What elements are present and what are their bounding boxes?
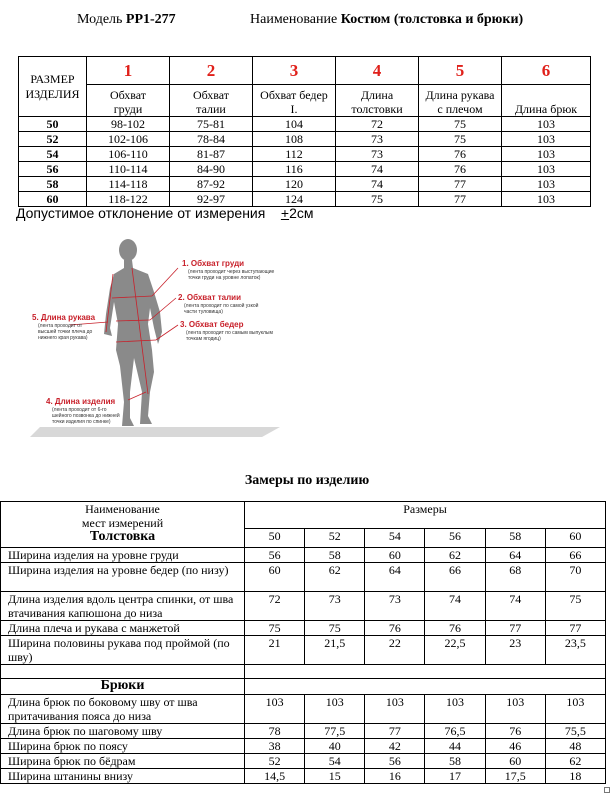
annotation-note: (лента проходит по самой узкой [184, 303, 259, 309]
annotation-note: точкам ягодиц) [186, 336, 221, 342]
measurement-value: 77 [365, 724, 425, 739]
measurement-value: 21 [245, 636, 305, 665]
measurement-value: 62 [305, 563, 365, 592]
measurement-value: 56 [245, 548, 305, 563]
column-number: 5 [419, 57, 502, 85]
value-cell: 76 [419, 162, 502, 177]
tolerance-text: Допустимое отклонение от измерения [16, 205, 266, 221]
annotation [180, 320, 273, 342]
value-cell: 98-102 [87, 117, 170, 132]
plus-minus-sign: + [280, 205, 290, 221]
value-cell: 72 [336, 117, 419, 132]
annotation-note: нижнего края рукава) [38, 335, 88, 341]
value-cell: 116 [253, 162, 336, 177]
measurement-value: 75 [305, 621, 365, 636]
annotation-note: (лента проходит от 6-го [52, 407, 107, 413]
measurement-label: Длина брюк по шаговому шву [1, 724, 245, 739]
measurement-label: Длина изделия вдоль центра спинки, от шва втачивания капюшона до низа [1, 592, 245, 621]
measurement-row [1, 621, 606, 636]
measurement-value: 56 [365, 754, 425, 769]
measurement-value: 58 [305, 548, 365, 563]
measurement-value: 64 [485, 548, 545, 563]
model-label: Модель [77, 12, 123, 27]
model-value: PP1-277 [125, 12, 176, 27]
column-number: 1 [87, 57, 170, 85]
tolerance-value: 2см [289, 205, 314, 221]
annotation-title: 4. Длина изделия [46, 397, 116, 406]
measurement-row [1, 769, 606, 784]
size-cell: 56 [19, 162, 87, 177]
section-row [1, 679, 606, 695]
spacer-cell [1, 665, 245, 679]
value-cell: 77 [419, 177, 502, 192]
header-row [1, 502, 606, 529]
value-cell: 76 [419, 147, 502, 162]
label-line: Обхват бедер [260, 88, 328, 102]
measurement-value: 64 [365, 563, 425, 592]
measurement-value: 58 [425, 754, 485, 769]
measurement-value: 16 [365, 769, 425, 784]
measurement-value: 44 [425, 739, 485, 754]
measurement-value: 73 [305, 592, 365, 621]
product-name-heading [250, 12, 523, 28]
measurement-label: Ширина брюк по бёдрам [1, 754, 245, 769]
annotation-title: 5. Длина рукава [32, 313, 96, 322]
annotation [32, 313, 96, 341]
value-cell: 75 [419, 117, 502, 132]
value-cell: 110-114 [87, 162, 170, 177]
column-label [502, 85, 591, 117]
size-header-cell: 54 [365, 529, 425, 548]
measurement-value: 73 [365, 592, 425, 621]
measurement-row [1, 592, 606, 621]
measurement-value: 74 [425, 592, 485, 621]
measurement-row [1, 724, 606, 739]
size-header-cell [19, 57, 87, 117]
value-cell: 78-84 [170, 132, 253, 147]
leader-chest [152, 268, 178, 296]
label-line: груди [113, 102, 143, 116]
annotation-note: высшей точки плеча до [38, 329, 93, 335]
corner-marker [604, 787, 610, 793]
label-line: Длина брюк [514, 102, 578, 116]
measurement-label: Ширина изделия на уровне бедер (по низу) [1, 563, 245, 592]
value-cell: 124 [253, 192, 336, 207]
label-line: I. [290, 102, 298, 116]
annotation-note: шейного позвонка до нижней [52, 413, 120, 419]
measurement-label: Длина брюк по боковому шву от шва притачивания пояса до низа [1, 695, 245, 724]
measurement-value: 74 [485, 592, 545, 621]
measurement-value: 62 [545, 754, 605, 769]
value-cell: 103 [502, 162, 591, 177]
value-cell: 75 [419, 132, 502, 147]
measurement-value: 76 [425, 621, 485, 636]
measurement-row [1, 739, 606, 754]
measurement-label: Ширина штанины внизу [1, 769, 245, 784]
label-line: толстовки [351, 102, 403, 116]
size-row [19, 117, 591, 132]
measurement-value: 18 [545, 769, 605, 784]
label-line: Длина рукава [425, 88, 495, 102]
measurement-value: 22,5 [425, 636, 485, 665]
column-number: 4 [336, 57, 419, 85]
size-header-cell: 56 [425, 529, 485, 548]
value-cell: 75-81 [170, 117, 253, 132]
size-cell: 60 [19, 192, 87, 207]
sizes-header-cell: Размеры [245, 502, 606, 529]
annotation-note: (лента проходит через выступающие [188, 269, 275, 275]
value-cell: 103 [502, 177, 591, 192]
value-cell: 114-118 [87, 177, 170, 192]
value-cell: 73 [336, 147, 419, 162]
measurement-value: 103 [245, 695, 305, 724]
column-number: 2 [170, 57, 253, 85]
column-label [170, 85, 253, 117]
label-line: с плечом [437, 102, 483, 116]
measurement-value: 21,5 [305, 636, 365, 665]
annotation-title: 3. Обхват бедер [180, 320, 244, 329]
measurement-value: 42 [365, 739, 425, 754]
value-cell: 73 [336, 132, 419, 147]
value-cell: 103 [502, 132, 591, 147]
floor-shadow [30, 427, 280, 437]
section-title: Толстовка [89, 529, 156, 544]
value-cell: 77 [419, 192, 502, 207]
measurement-value: 103 [305, 695, 365, 724]
size-row [19, 132, 591, 147]
measurement-value: 54 [305, 754, 365, 769]
measurement-value: 77 [545, 621, 605, 636]
garment-measurements-table [0, 501, 606, 784]
measurement-value: 52 [245, 754, 305, 769]
column-number: 6 [502, 57, 591, 85]
value-cell: 74 [336, 177, 419, 192]
measurement-label: Длина плеча и рукава с манжетой [1, 621, 245, 636]
measurement-value: 68 [485, 563, 545, 592]
value-cell: 92-97 [170, 192, 253, 207]
label-line: Длина [360, 88, 394, 102]
measurement-value: 66 [425, 563, 485, 592]
spacer-row [1, 665, 606, 679]
measurement-value: 72 [245, 592, 305, 621]
measurement-label: Ширина брюк по поясу [1, 739, 245, 754]
annotation-title: 1. Обхват груди [182, 259, 245, 268]
size-header-cell: 60 [545, 529, 605, 548]
size-header-cell: 58 [485, 529, 545, 548]
value-cell: 108 [253, 132, 336, 147]
measurement-value: 62 [425, 548, 485, 563]
annotation [182, 259, 275, 281]
measurement-value: 103 [485, 695, 545, 724]
measurement-row [1, 636, 606, 665]
measurement-value: 22 [365, 636, 425, 665]
measurement-label: Ширина половины рукава под проймой (по шву) [1, 636, 245, 665]
measurement-value: 76 [365, 621, 425, 636]
value-cell: 118-122 [87, 192, 170, 207]
measurement-value: 23 [485, 636, 545, 665]
name-header-cell [1, 502, 245, 548]
measurement-value: 66 [545, 548, 605, 563]
column-label [253, 85, 336, 117]
size-cell: 54 [19, 147, 87, 162]
measurement-value: 15 [305, 769, 365, 784]
value-cell: 106-110 [87, 147, 170, 162]
measurement-value: 46 [485, 739, 545, 754]
annotation-note: части туловища) [184, 309, 223, 315]
measurement-value: 60 [365, 548, 425, 563]
model-heading [77, 12, 176, 28]
spacer-cell [245, 665, 606, 679]
value-cell: 75 [336, 192, 419, 207]
measurement-row [1, 548, 606, 563]
measurement-value: 76 [485, 724, 545, 739]
measurement-value: 60 [245, 563, 305, 592]
measurement-value: 48 [545, 739, 605, 754]
annotation-note: точки изделия по спинке) [52, 419, 111, 425]
annotation-note: точки груди на уровне лопаток) [188, 275, 261, 281]
label-line: Обхват [192, 88, 230, 102]
label-line: талии [196, 102, 226, 116]
name-header-line: Наименование [85, 502, 160, 516]
size-chart-table [18, 56, 591, 207]
column-label [336, 85, 419, 117]
value-cell: 120 [253, 177, 336, 192]
size-header-line: РАЗМЕР [30, 71, 75, 86]
annotation [46, 397, 120, 425]
size-header-cell: 52 [305, 529, 365, 548]
measurement-value: 14,5 [245, 769, 305, 784]
column-label [87, 85, 170, 117]
size-row [19, 177, 591, 192]
measurement-value: 75,5 [545, 724, 605, 739]
measurement-row [1, 563, 606, 592]
column-label [419, 85, 502, 117]
name-header-line: мест измерений [81, 516, 164, 530]
value-cell: 74 [336, 162, 419, 177]
measurement-value: 60 [485, 754, 545, 769]
size-row [19, 147, 591, 162]
name-label: Наименование [250, 12, 338, 27]
name-value: Костюм (толстовка и брюки) [340, 12, 524, 27]
measurement-value: 103 [365, 695, 425, 724]
measurement-value: 70 [545, 563, 605, 592]
value-cell: 102-106 [87, 132, 170, 147]
annotation-title: 2. Обхват талии [178, 293, 241, 302]
measurement-value: 103 [545, 695, 605, 724]
annotation [178, 293, 259, 315]
measurement-value: 75 [545, 592, 605, 621]
measurement-value: 17 [425, 769, 485, 784]
measurement-value: 40 [305, 739, 365, 754]
tolerance-note [16, 205, 314, 221]
size-cell: 52 [19, 132, 87, 147]
measurement-value: 76,5 [425, 724, 485, 739]
size-cell: 50 [19, 117, 87, 132]
measurement-value: 38 [245, 739, 305, 754]
value-cell: 87-92 [170, 177, 253, 192]
measurement-row [1, 754, 606, 769]
label-line: Обхват [109, 88, 147, 102]
measurement-figure [30, 232, 280, 442]
size-header-line: ИЗДЕЛИЯ [25, 86, 80, 101]
measurement-value: 78 [245, 724, 305, 739]
value-cell: 103 [502, 147, 591, 162]
measurement-value: 77 [485, 621, 545, 636]
value-cell: 112 [253, 147, 336, 162]
value-cell: 81-87 [170, 147, 253, 162]
measurement-value: 23,5 [545, 636, 605, 665]
section-title: Брюки [1, 679, 245, 695]
annotation-note: (лента проходит по самым выпуклым [186, 330, 273, 336]
measurement-value: 17,5 [485, 769, 545, 784]
measurement-row [1, 695, 606, 724]
annotation-note: (лента проходит от [38, 323, 83, 329]
measurements-title: Замеры по изделию [244, 473, 370, 488]
measurement-value: 77,5 [305, 724, 365, 739]
value-cell: 103 [502, 117, 591, 132]
value-cell: 104 [253, 117, 336, 132]
size-header-cell: 50 [245, 529, 305, 548]
size-row [19, 162, 591, 177]
value-cell: 84-90 [170, 162, 253, 177]
measurement-value: 75 [245, 621, 305, 636]
measurement-value: 103 [425, 695, 485, 724]
column-number: 3 [253, 57, 336, 85]
section-blank [245, 679, 606, 695]
size-cell: 58 [19, 177, 87, 192]
measurement-label: Ширина изделия на уровне груди [1, 548, 245, 563]
value-cell: 103 [502, 192, 591, 207]
